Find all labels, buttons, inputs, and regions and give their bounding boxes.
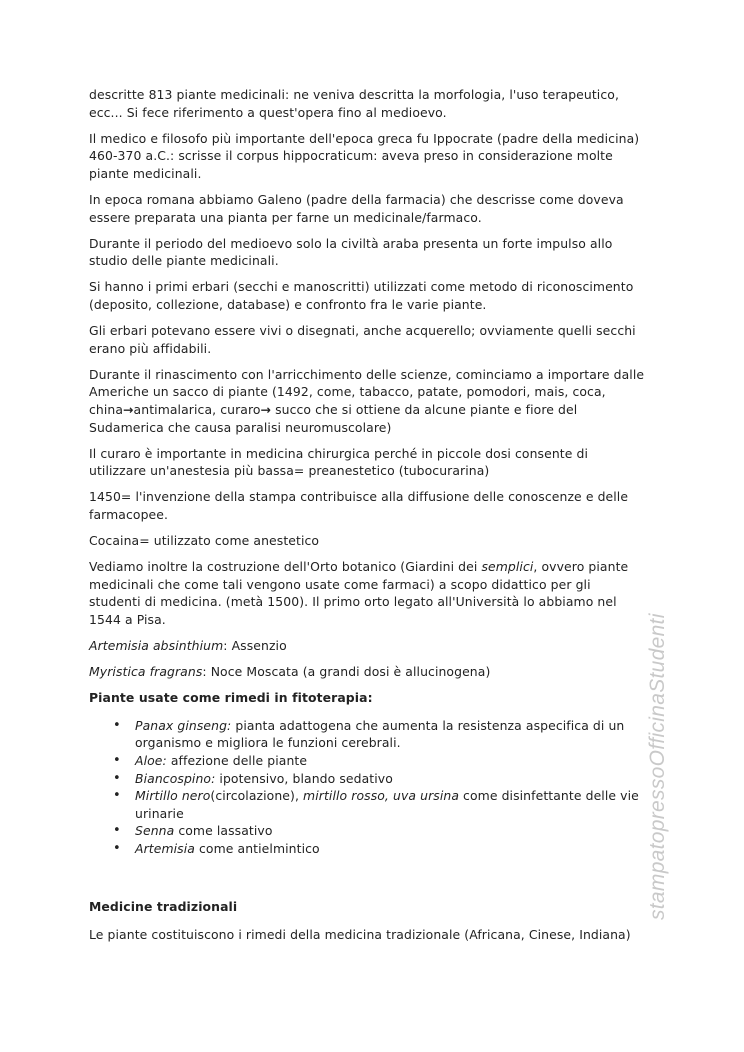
paragraph-artemisia [89, 637, 645, 655]
paragraph-orto-botanico [89, 558, 645, 628]
remedy-name: Biancospino: [135, 770, 216, 786]
paragraph-curaro: Il curaro è importante in medicina chirurgica perché in piccole dosi consente di utilizzare un'anestesia più bassa= preanestetico (tubocurarina) [89, 445, 589, 479]
rinascimento-text-c: succo che si ottiene da alcune piante e fiore del Sudamerica che causa paralisi neuromuscolare) [89, 401, 578, 435]
arrow-icon: → [123, 401, 134, 417]
list-item [135, 770, 645, 788]
artemisia-desc: : Assenzio [223, 637, 287, 653]
remedy-name: Artemisia [135, 840, 195, 856]
paragraph-cocaina: Cocaina= utilizzato come anestetico [89, 532, 320, 548]
paragraph-erbari-tipi: Gli erbari potevano essere vivi o disegnati, anche acquerello; ovviamente quelli secchi erano più affidabili. [89, 323, 636, 356]
remedy-desc: pianta adattogena che aumenta la resistenza aspecifica di un organismo e migliora le funzioni cerebrali. [135, 717, 625, 751]
remedy-name-secondary: mirtillo rosso, uva ursina [303, 788, 460, 804]
paragraph-galeno: In epoca romana abbiamo Galeno (padre della farmacia) che descrisse come doveva essere preparata una pianta per farne un medicinale/farmaco. [89, 191, 624, 225]
document-page [89, 86, 645, 952]
remedy-name: Senna [135, 823, 175, 839]
watermark: stampatopressoOfficinaStudenti [646, 613, 669, 920]
list-item [135, 752, 645, 770]
section-heading-medicine-tradizionali: Medicine tradizionali [89, 899, 238, 915]
remedy-desc-secondary: come disinfettante delle vie urinarie [135, 788, 639, 821]
orto-text-italic: semplici [481, 559, 534, 575]
list-item [135, 787, 645, 822]
list-item [135, 822, 645, 840]
orto-text-a: Vediamo inoltre la costruzione dell'Orto botanico (Giardini dei [89, 559, 482, 575]
orto-text-b: , ovvero piante medicinali che come tali vengono usate come farmaci) a scopo didattico per gli studenti di medicina. (metà 1500). Il primo orto legato all'Università lo abbiamo nel 1544 a Pisa. [89, 559, 629, 627]
paragraph-medicine-tradizionali: Le piante costituiscono i rimedi della medicina tradizionale (Africana, Cinese, Indiana) [89, 927, 631, 943]
paragraph-plant-descriptions: descritte 813 piante medicinali: ne veniva descritta la morfologia, l'uso terapeutico, ecc... Si fece riferimento a quest'opera fino al medioevo. [89, 87, 619, 120]
arrow-icon: → [260, 401, 272, 417]
rinascimento-text-a: Durante il rinascimento con l'arricchimento delle scienze, cominciamo a importare dalle Americhe un sacco di piante (1492, come, tabacco, patate, pomodori, mais, coca, china [89, 366, 645, 417]
remedy-desc: ipotensivo, blando sedativo [215, 770, 393, 786]
paragraph-medioevo: Durante il periodo del medioevo solo la civiltà araba presenta un forte impulso allo studio delle piante medicinali. [89, 235, 613, 269]
paragraph-rinascimento [89, 366, 645, 436]
section-heading-fitoterapia: Piante usate come rimedi in fitoterapia: [89, 690, 373, 706]
artemisia-name: Artemisia absinthium [89, 637, 224, 653]
remedy-name: Panax ginseng: [135, 717, 232, 733]
remedies-list [89, 717, 645, 858]
spacer [89, 857, 645, 896]
remedy-desc: come antielmintico [194, 840, 320, 856]
list-item [135, 717, 645, 752]
myristica-name: Myristica fragrans [89, 664, 203, 680]
remedy-desc: affezione delle piante [166, 752, 308, 768]
paragraph-stampa: 1450= l'invenzione della stampa contribuisce alla diffusione delle conoscenze e delle farmacopee. [89, 489, 629, 522]
remedy-desc: come lassativo [174, 823, 273, 839]
myristica-desc: : Noce Moscata (a grandi dosi è allucinogena) [202, 664, 491, 680]
remedy-name: Aloe: [135, 752, 167, 768]
paragraph-erbari: Si hanno i primi erbari (secchi e manoscritti) utilizzati come metodo di riconoscimento (deposito, collezione, database) e confronto fra le varie piante. [89, 279, 634, 312]
rinascimento-text-b: antimalarica, curaro [133, 401, 261, 417]
list-item [135, 840, 645, 858]
paragraph-ippocrate: Il medico e filosofo più importante dell'epoca greca fu Ippocrate (padre della medicina) 460-370 a.C.: scrisse il corpus hippocraticum: aveva preso in considerazione molte piante medicinali. [89, 130, 640, 181]
remedy-name: Mirtillo nero [135, 788, 211, 804]
remedy-desc: (circolazione), [210, 788, 304, 804]
paragraph-myristica [89, 663, 645, 681]
